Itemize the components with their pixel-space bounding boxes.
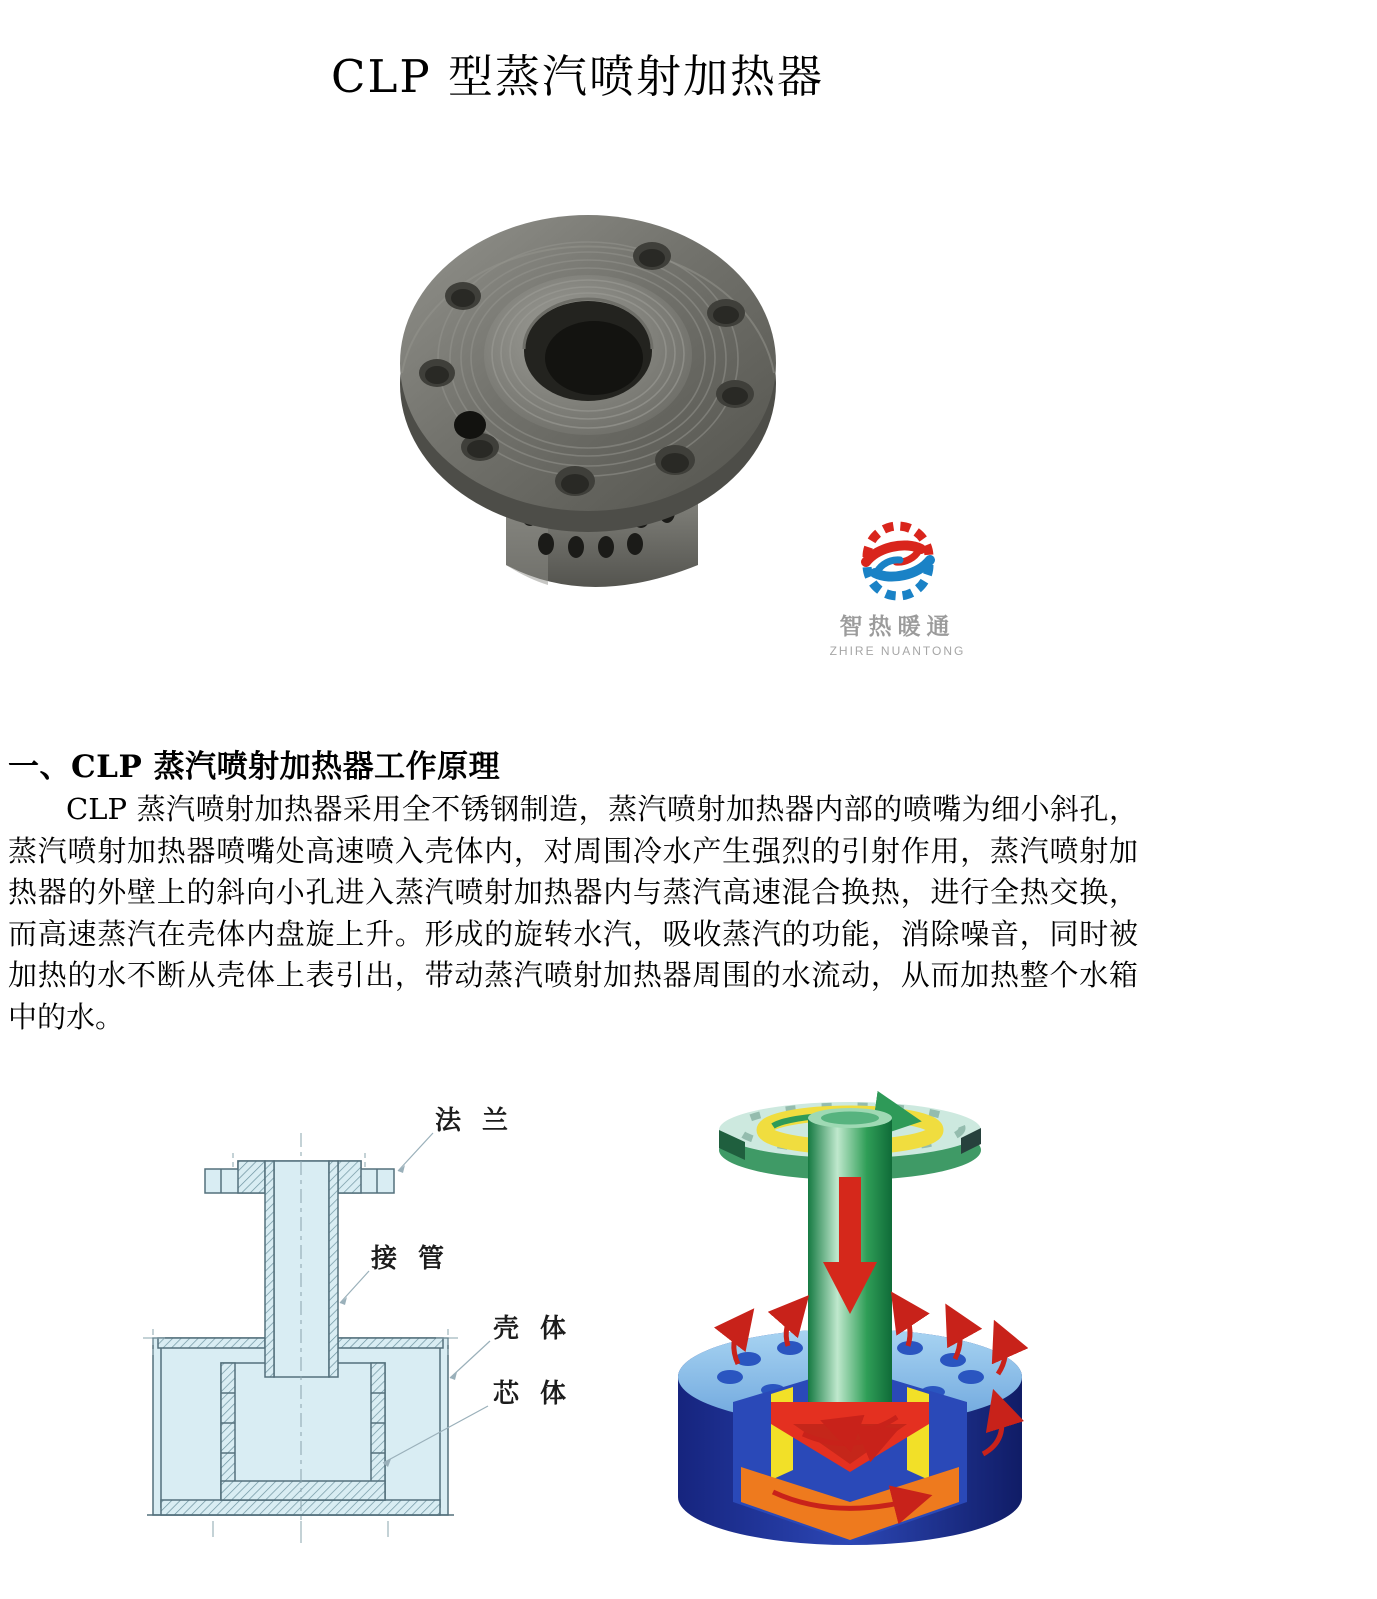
section-heading: 一、CLP 蒸汽喷射加热器工作原理 <box>8 749 501 785</box>
drawing <box>143 1133 458 1543</box>
section-paragraph: CLP 蒸汽喷射加热器采用全不锈钢制造，蒸汽喷射加热器内部的喷嘴为细小斜孔，蒸汽喷射加热器喷嘴处高速喷入壳体内，对周围冷水产生强烈的引射作用，蒸汽喷射加热器的外壁上的斜向小孔进入蒸汽喷射加热器内与蒸汽高速混合换热，进行全热交换，而高速蒸汽在壳体内盘旋上升。形成的旋转水汽，吸收蒸汽的功能，消除噪音，同时被加热的水不断从壳体上表引出，带动蒸汽喷射加热器周围的水流动，从而加热整个水箱中的水。 <box>8 792 1138 1034</box>
label-flange: 法 兰 <box>435 1106 515 1136</box>
brand-name-en: ZHIRE NUANTONG <box>829 644 966 658</box>
heater-flange <box>400 215 776 532</box>
label-shell: 壳 体 <box>493 1314 573 1344</box>
product-photo <box>388 193 785 615</box>
brand-name-cn: 智热暖通 <box>839 613 956 639</box>
cutaway-3d-illustration <box>653 1072 1041 1599</box>
cross-section-diagram <box>113 1075 680 1597</box>
label-pipe: 接 管 <box>371 1244 451 1274</box>
brand-logo <box>820 520 975 658</box>
core-part <box>221 1363 385 1500</box>
side-hole <box>454 411 486 439</box>
label-core: 芯 体 <box>493 1379 573 1409</box>
steam-tube <box>808 1108 892 1406</box>
page-title: CLP 型蒸汽喷射加热器 <box>331 50 824 103</box>
brand-logo-icon <box>852 520 944 606</box>
down-arrow-shaft <box>839 1177 861 1262</box>
